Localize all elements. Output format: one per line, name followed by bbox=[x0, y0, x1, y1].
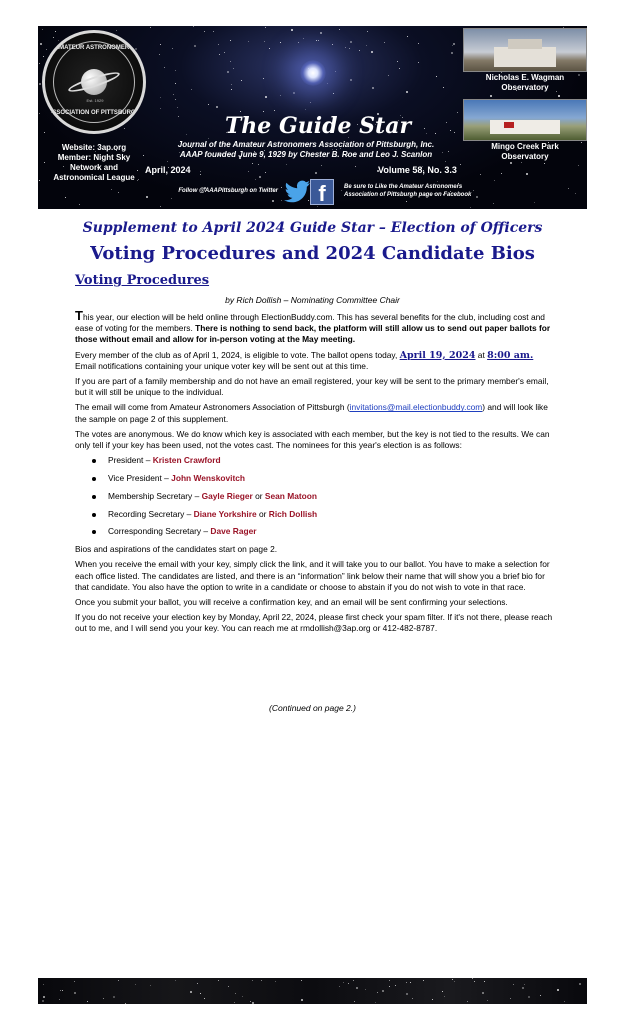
star-dot bbox=[191, 89, 192, 90]
star-dot bbox=[59, 999, 60, 1000]
star-dot bbox=[377, 992, 378, 993]
star-dot bbox=[372, 87, 374, 89]
star-dot bbox=[219, 54, 220, 55]
or-separator: or bbox=[252, 490, 265, 501]
star-dot bbox=[74, 992, 76, 994]
star-dot bbox=[350, 79, 352, 81]
star-dot bbox=[470, 207, 471, 208]
star-dot bbox=[233, 68, 234, 69]
star-dot bbox=[230, 40, 231, 41]
star-dot bbox=[350, 41, 352, 43]
star-dot bbox=[175, 99, 176, 100]
star-dot bbox=[575, 193, 576, 194]
candidate-item bbox=[75, 455, 555, 466]
star-dot bbox=[79, 204, 80, 205]
star-dot bbox=[406, 982, 407, 983]
star-dot bbox=[480, 174, 481, 175]
wagman-caption-line-1: Nicholas E. Wagman bbox=[485, 73, 565, 82]
star-dot bbox=[389, 980, 390, 981]
star-dot bbox=[224, 52, 225, 53]
office-label: Corresponding Secretary – bbox=[108, 526, 211, 537]
paragraph-anonymous: The votes are anonymous. We do know which key is associated with each member, but the key is not tied to the results. We can only tell if your key has been used, not the votes cast. The nominees for this year's election is as follows: bbox=[75, 428, 550, 451]
star-dot bbox=[43, 56, 44, 57]
wagman-caption-line-2: Observatory bbox=[501, 83, 549, 92]
star-dot bbox=[250, 1001, 251, 1002]
volume-number: Volume 58, No. 3.3 bbox=[378, 165, 457, 175]
star-dot bbox=[230, 61, 231, 62]
star-dot bbox=[124, 128, 125, 129]
star-dot bbox=[454, 132, 455, 133]
star-dot bbox=[208, 138, 209, 139]
star-dot bbox=[423, 980, 424, 981]
paragraph-eligibility bbox=[75, 350, 555, 372]
star-dot bbox=[298, 42, 299, 43]
star-dot bbox=[160, 97, 161, 98]
star-dot bbox=[442, 991, 443, 992]
bullet-icon bbox=[92, 530, 96, 534]
star-dot bbox=[135, 984, 136, 985]
star-dot bbox=[327, 83, 328, 84]
star-dot bbox=[227, 71, 229, 73]
facebook-line-2: Association of Pittsburgh page on Facebook bbox=[344, 192, 472, 198]
star-dot bbox=[286, 164, 287, 165]
paragraph-confirmation: Once you submit your ballot, you will receive a confirmation key, and an email will be sent confirming your selections. bbox=[75, 597, 508, 608]
star-dot bbox=[528, 996, 530, 998]
star-dot bbox=[389, 986, 390, 987]
wagman-caption bbox=[463, 73, 587, 93]
star-dot bbox=[74, 981, 75, 982]
website-text: Website: 3ap.org bbox=[61, 143, 127, 152]
star-dot bbox=[558, 95, 560, 97]
star-dot bbox=[418, 62, 419, 63]
paragraph-bios: Bios and aspirations of the candidates start on page 2. bbox=[75, 544, 278, 555]
star-dot bbox=[321, 165, 322, 166]
paragraph-family: If you are part of a family membership and do not have an email registered, your key will be sent to the primary member's email, but it will still be unique to the individual. bbox=[75, 376, 549, 398]
star-dot bbox=[348, 983, 349, 984]
candidate-name: John Wenskovitch bbox=[171, 473, 246, 484]
star-dot bbox=[493, 203, 494, 204]
office-label: President – bbox=[108, 455, 153, 466]
star-dot bbox=[320, 32, 322, 34]
star-dot bbox=[111, 189, 112, 190]
star-dot bbox=[557, 989, 559, 991]
star-dot bbox=[193, 26, 194, 27]
paragraph-email bbox=[75, 402, 555, 424]
candidate-item bbox=[75, 491, 555, 502]
star-dot bbox=[301, 980, 302, 981]
star-dot bbox=[568, 188, 569, 189]
star-dot bbox=[280, 95, 281, 96]
email-text: The email will come from Amateur Astronomers Association of Pittsburgh ( bbox=[75, 402, 350, 413]
star-dot bbox=[406, 91, 408, 93]
bullet-icon bbox=[92, 513, 96, 517]
twitter-bird-icon[interactable] bbox=[282, 179, 312, 205]
star-dot bbox=[65, 197, 66, 198]
star-dot bbox=[44, 132, 45, 133]
star-dot bbox=[339, 986, 340, 987]
star-dot bbox=[540, 995, 541, 996]
star-dot bbox=[353, 980, 354, 981]
star-dot bbox=[150, 27, 151, 28]
star-dot bbox=[160, 44, 161, 45]
star-dot bbox=[382, 990, 384, 992]
star-dot bbox=[579, 983, 581, 985]
star-dot bbox=[355, 166, 356, 167]
newsletter-title: The Guide Star bbox=[224, 113, 412, 139]
star-dot bbox=[39, 63, 40, 64]
star-dot bbox=[175, 980, 176, 981]
star-dot bbox=[255, 179, 256, 180]
star-dot bbox=[235, 993, 236, 994]
star-dot bbox=[60, 990, 61, 991]
star-dot bbox=[194, 45, 196, 47]
star-dot bbox=[261, 980, 262, 981]
candidate-name: Rich Dollish bbox=[268, 508, 318, 519]
bullet-icon bbox=[92, 477, 96, 481]
office-label: Recording Secretary – bbox=[108, 508, 194, 519]
star-dot bbox=[432, 999, 433, 1000]
logo-est: Est. 1929 bbox=[86, 98, 104, 103]
star-dot bbox=[474, 981, 475, 982]
star-dot bbox=[399, 68, 400, 69]
star-dot bbox=[39, 83, 41, 85]
candidate-name: Gayle Rieger bbox=[201, 490, 253, 501]
office-label: Membership Secretary – bbox=[108, 490, 202, 501]
star-dot bbox=[241, 80, 242, 81]
bullet-icon bbox=[92, 495, 96, 499]
star-dot bbox=[58, 40, 59, 41]
star-dot bbox=[167, 161, 168, 162]
star-dot bbox=[472, 978, 473, 979]
star-dot bbox=[264, 41, 265, 42]
ballot-open-date: April 19, 2024 bbox=[399, 349, 476, 361]
paragraph-intro bbox=[75, 310, 555, 346]
office-label: Vice President – bbox=[108, 473, 172, 484]
star-dot bbox=[318, 40, 319, 41]
star-dot bbox=[407, 36, 408, 37]
star-dot bbox=[332, 44, 333, 45]
star-dot bbox=[395, 985, 396, 986]
drop-cap: T bbox=[75, 308, 83, 323]
star-dot bbox=[164, 67, 165, 68]
star-dot bbox=[335, 71, 336, 72]
star-dot bbox=[173, 94, 174, 95]
star-dot bbox=[213, 31, 214, 32]
star-dot bbox=[333, 93, 334, 94]
star-dot bbox=[234, 1002, 235, 1003]
star-dot bbox=[216, 106, 218, 108]
byline: by Rich Dollish – Nominating Committee Chair bbox=[225, 295, 400, 305]
star-dot bbox=[113, 996, 115, 998]
star-dot bbox=[452, 979, 453, 980]
star-dot bbox=[482, 992, 484, 994]
star-dot bbox=[197, 983, 198, 984]
candidate-name: Diane Yorkshire bbox=[193, 508, 257, 519]
star-dot bbox=[345, 47, 346, 48]
star-dot bbox=[200, 993, 201, 994]
ballot-open-time: 8:00 am. bbox=[487, 349, 534, 361]
star-dot bbox=[53, 37, 54, 38]
star-dot bbox=[160, 108, 161, 109]
facebook-icon[interactable]: f bbox=[310, 179, 334, 205]
member-line-3: Astronomical League bbox=[53, 173, 135, 182]
candidate-item bbox=[75, 509, 555, 520]
member-line-2: Network and bbox=[69, 163, 118, 172]
subtitle-block bbox=[156, 140, 456, 160]
candidate-item bbox=[75, 526, 555, 537]
star-dot bbox=[526, 173, 528, 175]
paragraph-contact: If you do not receive your election key by Monday, April 22, 2024, please first check your spam filter. If it's not there, please reach out to me, and I will send you your key. You can reach me at rmdollish@3ap.org or 412-482-8787. bbox=[75, 612, 553, 634]
star-dot bbox=[43, 996, 45, 998]
star-dot bbox=[443, 87, 444, 88]
star-dot bbox=[200, 171, 201, 172]
star-dot bbox=[484, 981, 485, 982]
logo-top-text: AMATEUR ASTRONOMERS bbox=[54, 45, 134, 51]
star-dot bbox=[159, 54, 160, 55]
star-dot bbox=[43, 984, 44, 985]
star-dot bbox=[231, 89, 232, 90]
star-dot bbox=[146, 196, 148, 198]
star-dot bbox=[242, 996, 243, 997]
candidate-list bbox=[75, 455, 555, 537]
star-dot bbox=[42, 29, 43, 30]
star-dot bbox=[301, 999, 303, 1001]
star-dot bbox=[150, 985, 151, 986]
star-dot bbox=[418, 43, 419, 44]
mingo-caption-line-2: Observatory bbox=[501, 152, 549, 161]
facebook-text[interactable] bbox=[344, 183, 509, 199]
star-dot bbox=[252, 1002, 254, 1004]
star-dot bbox=[343, 982, 344, 983]
star-dot bbox=[272, 200, 274, 202]
star-dot bbox=[410, 982, 411, 983]
star-dot bbox=[445, 161, 446, 162]
member-line-1: Member: Night Sky bbox=[57, 153, 131, 162]
star-dot bbox=[259, 176, 261, 178]
founded-line: AAAP founded June 9, 1929 by Chester B. Roe and Leo J. Scanlon bbox=[179, 150, 433, 159]
star-dot bbox=[291, 29, 293, 31]
star-dot bbox=[467, 1001, 468, 1002]
star-dot bbox=[460, 164, 461, 165]
star-dot bbox=[305, 109, 306, 110]
star-dot bbox=[521, 162, 522, 163]
star-dot bbox=[510, 162, 512, 164]
star-dot bbox=[40, 43, 42, 45]
star-dot bbox=[178, 116, 179, 117]
star-dot bbox=[265, 27, 266, 28]
star-dot bbox=[263, 111, 264, 112]
mingo-caption-line-1: Mingo Creek Park bbox=[491, 142, 559, 151]
star-dot bbox=[435, 133, 436, 134]
star-dot bbox=[42, 1000, 44, 1002]
aaap-logo bbox=[42, 30, 146, 134]
star-dot bbox=[317, 206, 318, 207]
website-block bbox=[42, 143, 146, 183]
masthead bbox=[38, 26, 587, 209]
star-dot bbox=[359, 50, 360, 51]
star-dot bbox=[228, 986, 229, 987]
star-dot bbox=[406, 201, 407, 202]
paragraph-instructions: When you receive the email with your key, simply click the link, and it will take you to our ballot. You have to make a selection for each office listed. The candidates are listed, and there is an “information” link below their name that will show you a brief bio for that candidate. You also have the option to write in a candidate or choose to abstain if you do not wish to vote in that race. bbox=[75, 559, 550, 592]
star-dot bbox=[339, 29, 340, 30]
star-dot bbox=[310, 102, 311, 103]
supplement-title: Supplement to April 2024 Guide Star – Election of Officers bbox=[82, 220, 543, 236]
eligibility-at: at bbox=[475, 349, 488, 360]
star-dot bbox=[171, 198, 172, 199]
star-dot bbox=[544, 163, 545, 164]
journal-subtitle: Journal of the Amateur Astronomers Association of Pittsburgh, Inc. bbox=[177, 140, 435, 149]
star-dot bbox=[175, 83, 176, 84]
star-dot bbox=[252, 163, 253, 164]
star-dot bbox=[367, 31, 368, 32]
star-dot bbox=[510, 998, 511, 999]
star-dot bbox=[356, 987, 358, 989]
star-dot bbox=[269, 48, 270, 49]
candidate-name: Dave Rager bbox=[210, 526, 257, 537]
star-dot bbox=[397, 61, 398, 62]
star-dot bbox=[62, 990, 63, 991]
star-dot bbox=[444, 996, 445, 997]
star-dot bbox=[426, 133, 427, 134]
intro-bold-text: There is nothing to send back, the platform will still allow us to send out paper ballots for those without email and allow for in-person voting at the May meeting. bbox=[75, 323, 551, 345]
candidate-name: Kristen Crawford bbox=[152, 455, 221, 466]
star-dot bbox=[177, 107, 178, 108]
continued-note: (Continued on page 2.) bbox=[269, 703, 356, 713]
footer-starfield bbox=[38, 978, 587, 1004]
star-dot bbox=[454, 981, 455, 982]
facebook-line-1: Be sure to Like the Amateur Astronomers bbox=[344, 184, 463, 190]
star-dot bbox=[252, 980, 253, 981]
star-dot bbox=[534, 202, 535, 203]
star-dot bbox=[349, 48, 350, 49]
star-dot bbox=[513, 984, 514, 985]
candidate-item bbox=[75, 473, 555, 484]
star-dot bbox=[186, 134, 187, 135]
star-dot bbox=[366, 45, 367, 46]
star-dot bbox=[116, 30, 117, 31]
star-dot bbox=[275, 981, 276, 982]
email-rest: ) and will look like the sample on page 2 of this supplement. bbox=[75, 402, 548, 424]
star-dot bbox=[524, 984, 525, 985]
star-dot bbox=[451, 52, 453, 54]
star-dot bbox=[446, 122, 447, 123]
star-dot bbox=[450, 130, 451, 131]
star-dot bbox=[522, 987, 524, 989]
star-dot bbox=[406, 993, 408, 995]
star-dot bbox=[204, 998, 205, 999]
eligibility-text: Every member of the club as of April 1, 2024, is eligible to vote. The ballot opens today, bbox=[75, 349, 400, 360]
star-dot bbox=[436, 76, 437, 77]
star-dot bbox=[274, 110, 275, 111]
star-dot bbox=[453, 43, 455, 45]
star-dot bbox=[103, 998, 104, 999]
star-dot bbox=[200, 174, 201, 175]
star-dot bbox=[412, 998, 413, 999]
star-dot bbox=[316, 40, 317, 41]
section-heading: Voting Procedures bbox=[75, 273, 210, 288]
bright-star-image bbox=[300, 60, 326, 86]
twitter-text[interactable]: Follow @AAAPittsburgh on Twitter bbox=[178, 188, 278, 194]
bullet-icon bbox=[92, 459, 96, 463]
star-dot bbox=[175, 70, 176, 71]
star-dot bbox=[487, 1000, 488, 1001]
star-dot bbox=[204, 31, 205, 32]
star-dot bbox=[218, 44, 219, 45]
star-dot bbox=[341, 190, 342, 191]
page-title: Voting Procedures and 2024 Candidate Bios bbox=[90, 243, 535, 264]
star-dot bbox=[218, 980, 219, 981]
star-dot bbox=[494, 180, 495, 181]
star-dot bbox=[303, 38, 304, 39]
mingo-caption bbox=[463, 142, 587, 162]
star-dot bbox=[190, 991, 192, 993]
star-dot bbox=[265, 96, 267, 98]
star-dot bbox=[208, 104, 209, 105]
intro-text: his year, our election will be held online through ElectionBuddy.com. This has several benefits for the club, including cost and ease of voting for the members. bbox=[75, 312, 545, 334]
star-dot bbox=[240, 111, 241, 112]
logo-bottom-text: ASSOCIATION OF PITTSBURGH bbox=[48, 110, 140, 116]
star-dot bbox=[564, 1001, 565, 1002]
mingo-creek-observatory-photo bbox=[463, 99, 587, 141]
candidate-name: Sean Matoon bbox=[264, 490, 318, 501]
star-dot bbox=[172, 48, 173, 49]
star-dot bbox=[384, 42, 385, 43]
star-dot bbox=[315, 172, 317, 174]
star-dot bbox=[578, 165, 579, 166]
star-dot bbox=[457, 112, 458, 113]
star-dot bbox=[160, 206, 161, 207]
star-dot bbox=[371, 51, 373, 53]
article-body bbox=[75, 310, 555, 639]
star-dot bbox=[39, 180, 40, 181]
star-dot bbox=[118, 192, 119, 193]
star-dot bbox=[354, 1001, 355, 1002]
issue-date: April, 2024 bbox=[145, 165, 191, 175]
star-dot bbox=[87, 1001, 88, 1002]
star-dot bbox=[280, 42, 281, 43]
star-dot bbox=[118, 980, 119, 981]
star-dot bbox=[55, 31, 56, 32]
star-dot bbox=[490, 95, 492, 97]
star-dot bbox=[248, 41, 249, 42]
star-dot bbox=[293, 92, 295, 94]
star-dot bbox=[125, 1003, 126, 1004]
or-separator: or bbox=[256, 508, 269, 519]
star-dot bbox=[375, 1002, 376, 1003]
eligibility-rest: Email notifications containing your unique voter key will be sent out at this time. bbox=[75, 360, 369, 371]
star-dot bbox=[424, 128, 425, 129]
star-dot bbox=[437, 181, 438, 182]
star-dot bbox=[265, 172, 266, 173]
star-dot bbox=[39, 113, 40, 114]
star-dot bbox=[231, 84, 232, 85]
star-dot bbox=[248, 171, 249, 172]
star-dot bbox=[258, 164, 259, 165]
electionbuddy-email-link[interactable]: invitations@mail.electionbuddy.com bbox=[349, 402, 483, 413]
star-dot bbox=[263, 78, 264, 79]
star-dot bbox=[501, 173, 502, 174]
wagman-observatory-photo bbox=[463, 28, 587, 72]
star-dot bbox=[365, 989, 366, 990]
star-dot bbox=[452, 45, 453, 46]
star-dot bbox=[388, 75, 389, 76]
